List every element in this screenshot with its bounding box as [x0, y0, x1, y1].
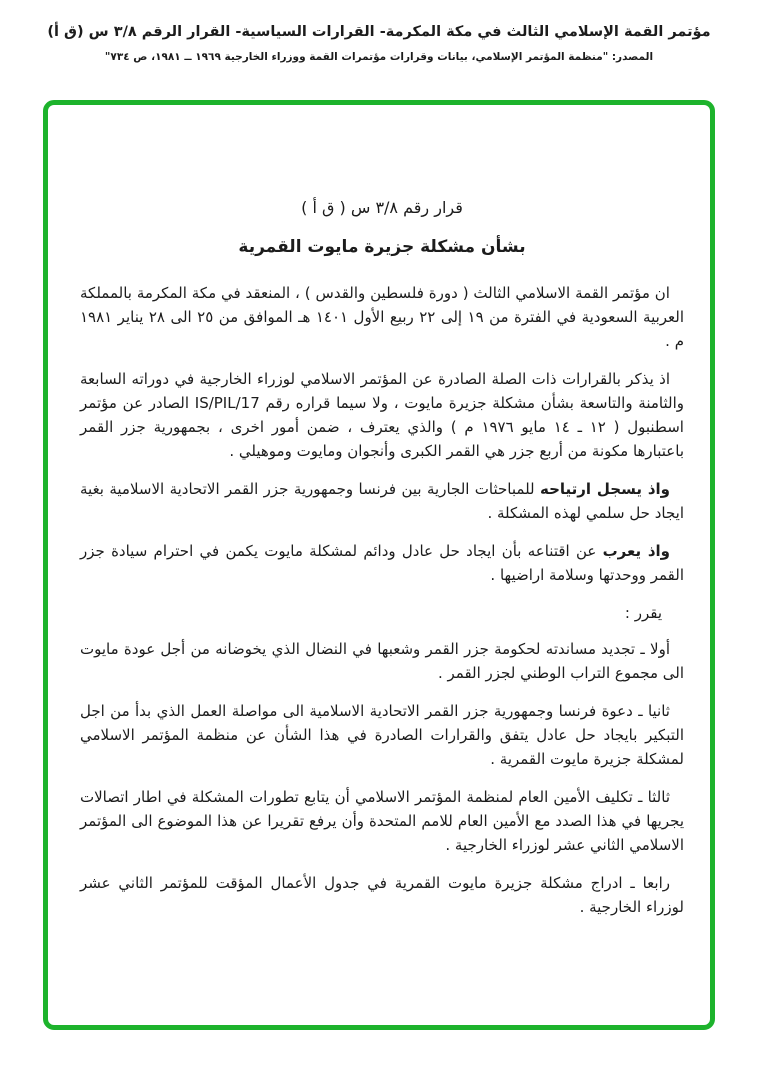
- paragraph-text: بالقرارات ذات الصلة الصادرة عن المؤتمر الاسلامي لوزراء الخارجية في دوراته السابعة والثامنة والتاسعة بشأن مشكلة جزيرة مايوت ، ولا سيما قراره رقم IS/PIL/17 الصادر عن مؤتمر اسطنبول ( ١٢ ـ ١٤ مايو ١٩٧٦ م ) والذي يعترف ، ضمن أمور اخرى ، بجمهورية جزر القمر باعتبارها مكونة من أربع جزر هي القمر الكبرى وأنجوان ومايوت وموهيلي .: [80, 370, 684, 460]
- decision-paragraph: [80, 785, 684, 857]
- decision-lead: ثالثا ـ: [638, 788, 670, 806]
- preamble-paragraph: [80, 367, 684, 463]
- decision-text: تكليف الأمين العام لمنظمة المؤتمر الاسلامي أن يتابع تطورات المشكلة في اطار اتصالات يجريها في هذا الصدد مع الأمين العام للامم المتحدة وأن يرفع تقريرا عن هذا الموضوع الى المؤتمر الاسلامي الثاني عشر لوزراء الخارجية .: [80, 788, 684, 854]
- paragraph-text: ( دورة فلسطين والقدس ) ، المنعقد في مكة المكرمة بالمملكة العربية السعودية في الفترة من ١٩ إلى ٢٢ ربيع الأول ١٤٠١ هـ الموافق من ٢٥ الى ٢٨ يناير ١٩٨١ م .: [80, 284, 685, 350]
- resolution-number: قرار رقم ٣/٨ س ( ق أ ): [301, 198, 463, 217]
- decision-text: تجديد مساندته لحكومة جزر القمر وشعبها في النضال الذي يخوضانه من أجل عودة مايوت الى مجموع التراب الوطني لجزر القمر .: [80, 640, 684, 682]
- paragraph-lead: ان مؤتمر القمة الاسلامي الثالث: [473, 284, 670, 302]
- decision-lead: ثانيا ـ: [638, 702, 670, 720]
- header-source: المصدر: "منظمة المؤتمر الإسلامي، بيانات وقرارات مؤتمرات القمة ووزراء الخارجية ١٩٦٩ ــ ١٩٨١، ص ٧٣٤": [104, 51, 654, 63]
- decision-paragraph: [80, 637, 684, 685]
- paragraph-lead: واذ يعرب: [602, 542, 671, 560]
- resolution-subject: بشأن مشكلة جزيرة مايوت القمرية: [238, 237, 526, 257]
- decision-paragraph: [80, 871, 684, 919]
- decides-label: يقرر :: [624, 604, 662, 622]
- paragraph-text: عن اقتناعه بأن ايجاد حل عادل ودائم لمشكلة مايوت يكمن في احترام سيادة جزر القمر ووحدتها وسلامة اراضيها .: [80, 542, 684, 584]
- green-border-frame: [43, 100, 715, 1030]
- header-title: مؤتمر القمة الإسلامي الثالث في مكة المكرمة- القرارات السياسية- القرار الرقم ٣/٨ س (ق أ): [47, 24, 711, 40]
- paragraph-lead: واذ يسجل ارتياحه: [540, 480, 670, 498]
- document-header: [0, 0, 758, 64]
- decision-paragraph: [80, 699, 684, 771]
- paragraph-text: للمباحثات الجارية بين فرنسا وجمهورية جزر القمر الاتحادية الاسلامية بغية ايجاد حل سلمي لهذه المشكلة .: [80, 480, 684, 522]
- decision-lead: رابعا ـ: [630, 874, 670, 892]
- decision-lead: أولا ـ: [640, 640, 670, 658]
- preamble-paragraph: [80, 477, 684, 525]
- preamble-paragraph: [80, 281, 684, 353]
- decision-text: ادراج مشكلة جزيرة مايوت القمرية في جدول الأعمال المؤقت للمؤتمر الثاني عشر لوزراء الخارجية .: [80, 874, 684, 916]
- paragraph-lead: اذ يذكر: [626, 370, 670, 388]
- decision-text: دعوة فرنسا وجمهورية جزر القمر الاتحادية الاسلامية الى مواصلة العمل الذي بدأ من اجل التبكير بايجاد حل عادل يتفق والقرارات الصادرة في هذا الشأن عن منظمة المؤتمر الاسلامي لمشكلة جزيرة مايوت القمرية .: [80, 702, 684, 768]
- preamble-paragraph: [80, 539, 684, 587]
- resolution-body: [48, 105, 710, 919]
